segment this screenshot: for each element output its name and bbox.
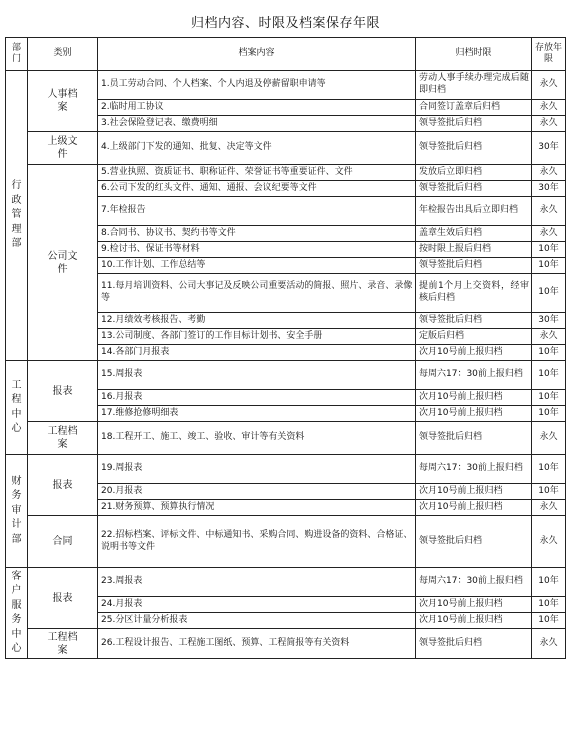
table-row [6,71,566,100]
years-cell: 30年 [532,313,566,329]
limit-cell: 次月10号前上报归档 [416,406,532,422]
content-cell: 5.营业执照、资质证书、职称证件、荣誉证书等重要证件、文件 [98,165,416,181]
limit-cell: 领导签批后归档 [416,116,532,132]
table-row [6,516,566,568]
content-cell: 25.分区计量分析报表 [98,613,416,629]
limit-cell: 合同签订盖章后归档 [416,100,532,116]
years-cell: 永久 [532,516,566,568]
limit-cell: 领导签批后归档 [416,132,532,165]
dept-cell: 行政管理部 [6,71,28,361]
content-cell: 4.上级部门下发的通知、批复、决定等文件 [98,132,416,165]
years-cell: 永久 [532,100,566,116]
years-cell: 永久 [532,197,566,226]
category-cell: 报表 [28,455,98,516]
years-cell: 10年 [532,613,566,629]
content-cell: 6.公司下发的红头文件、通知、通报、会议纪要等文件 [98,181,416,197]
limit-cell: 劳动人事手续办理完成后随即归档 [416,71,532,100]
category-cell: 人事档案 [28,71,98,132]
limit-cell: 次月10号前上报归档 [416,345,532,361]
limit-cell: 提前1个月上交资料，经审核后归档 [416,274,532,313]
years-cell: 永久 [532,165,566,181]
category-cell: 报表 [28,361,98,422]
limit-cell: 定版后归档 [416,329,532,345]
table-row [6,132,566,165]
header-years: 存放年限 [532,38,566,71]
content-cell: 21.财务预算、预算执行情况 [98,500,416,516]
years-cell: 10年 [532,597,566,613]
content-cell: 14.各部门月报表 [98,345,416,361]
content-cell: 8.合同书、协议书、契约书等文件 [98,226,416,242]
years-cell: 永久 [532,422,566,455]
limit-cell: 领导签批后归档 [416,516,532,568]
years-cell: 10年 [532,361,566,390]
content-cell: 19.周报表 [98,455,416,484]
table-row [6,455,566,484]
years-cell: 永久 [532,329,566,345]
years-cell: 永久 [532,116,566,132]
limit-cell: 次月10号前上报归档 [416,484,532,500]
limit-cell: 盖章生效后归档 [416,226,532,242]
content-cell: 10.工作计划、工作总结等 [98,258,416,274]
limit-cell: 次月10号前上报归档 [416,500,532,516]
content-cell: 22.招标档案、评标文件、中标通知书、采购合同、购进设备的资料、合格证、说明书等文件 [98,516,416,568]
years-cell: 10年 [532,242,566,258]
table-row [6,629,566,659]
limit-cell: 领导签批后归档 [416,258,532,274]
content-cell: 23.周报表 [98,568,416,597]
category-cell: 工程档案 [28,422,98,455]
header-content: 档案内容 [98,38,416,71]
content-cell: 11.每月培训资料、公司大事记及反映公司重要活动的简报、照片、录音、录像等 [98,274,416,313]
limit-cell: 领导签批后归档 [416,313,532,329]
category-cell: 上级文件 [28,132,98,165]
limit-cell: 领导签批后归档 [416,181,532,197]
years-cell: 永久 [532,629,566,659]
limit-cell: 每周六17：30前上报归档 [416,568,532,597]
table-row [6,422,566,455]
content-cell: 12.月绩效考核报告、考勤 [98,313,416,329]
years-cell: 10年 [532,274,566,313]
limit-cell: 领导签批后归档 [416,629,532,659]
limit-cell: 发放后立即归档 [416,165,532,181]
content-cell: 15.周报表 [98,361,416,390]
years-cell: 30年 [532,181,566,197]
limit-cell: 次月10号前上报归档 [416,390,532,406]
category-cell: 合同 [28,516,98,568]
table-row [6,568,566,597]
dept-cell: 工程中心 [6,361,28,455]
limit-cell: 每周六17：30前上报归档 [416,361,532,390]
header-category: 类别 [28,38,98,71]
category-cell: 报表 [28,568,98,629]
category-cell: 工程档案 [28,629,98,659]
archive-table [5,37,566,659]
years-cell: 10年 [532,455,566,484]
content-cell: 24.月报表 [98,597,416,613]
header-limit: 归档时限 [416,38,532,71]
header-dept: 部门 [6,38,28,71]
limit-cell: 按时限上报后归档 [416,242,532,258]
limit-cell: 领导签批后归档 [416,422,532,455]
years-cell: 永久 [532,226,566,242]
content-cell: 13.公司制度、各部门签订的工作目标计划书、安全手册 [98,329,416,345]
content-cell: 7.年检报告 [98,197,416,226]
content-cell: 26.工程设计报告、工程施工图纸、预算、工程简报等有关资料 [98,629,416,659]
content-cell: 16.月报表 [98,390,416,406]
content-cell: 18.工程开工、施工、竣工、验收、审计等有关资料 [98,422,416,455]
years-cell: 永久 [532,500,566,516]
years-cell: 30年 [532,132,566,165]
category-cell: 公司文件 [28,165,98,361]
dept-cell: 客户服务中心 [6,568,28,659]
dept-cell: 财务审计部 [6,455,28,568]
content-cell: 1.员工劳动合同、个人档案、个人内退及停薪留职申请等 [98,71,416,100]
years-cell: 10年 [532,484,566,500]
years-cell: 10年 [532,345,566,361]
table-row [6,361,566,390]
years-cell: 10年 [532,406,566,422]
years-cell: 10年 [532,258,566,274]
years-cell: 10年 [532,568,566,597]
content-cell: 17.维修抢修明细表 [98,406,416,422]
table-row [6,165,566,181]
limit-cell: 次月10号前上报归档 [416,597,532,613]
page-title: 归档内容、时限及档案保存年限 [190,16,380,31]
content-cell: 3.社会保险登记表、缴费明细 [98,116,416,132]
limit-cell: 年检报告出具后立即归档 [416,197,532,226]
content-cell: 2.临时用工协议 [98,100,416,116]
content-cell: 20.月报表 [98,484,416,500]
years-cell: 10年 [532,390,566,406]
limit-cell: 每周六17：30前上报归档 [416,455,532,484]
content-cell: 9.检讨书、保证书等材料 [98,242,416,258]
years-cell: 永久 [532,71,566,100]
table-header-row [6,38,566,71]
limit-cell: 次月10号前上报归档 [416,613,532,629]
